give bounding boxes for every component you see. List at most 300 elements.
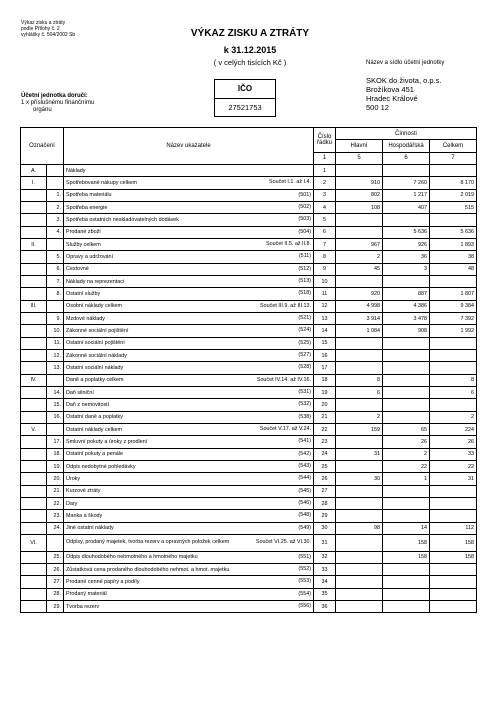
cell-celkem: 515: [430, 201, 477, 213]
cell-hlavni: 98: [336, 522, 383, 534]
row-account-code: (546): [298, 499, 311, 506]
cell-celkem: 5 636: [430, 226, 477, 238]
table-row: [21, 164, 477, 176]
row-account-code: (541): [298, 438, 311, 445]
cell-hlavni: [336, 534, 383, 551]
ico-label: IČO: [215, 80, 275, 99]
table-row: [21, 189, 477, 201]
cell-cislo-radku: 33: [314, 564, 336, 576]
ico-value: 27521753: [228, 103, 262, 112]
cell-nazev: [64, 473, 314, 485]
cell-hlavni: 2: [336, 411, 383, 423]
cell-cislo-radku: 20: [314, 399, 336, 411]
cell-suboznaceni: 3.: [47, 214, 64, 226]
cell-celkem: [430, 214, 477, 226]
cell-oznaceni: [21, 411, 47, 423]
row-account-code: (551): [298, 553, 311, 560]
row-sum-formula: Součet VI.25. až VI.30.: [255, 538, 311, 545]
cell-celkem: 158: [430, 551, 477, 563]
cell-celkem: 33: [430, 448, 477, 460]
cell-suboznaceni: 18.: [47, 448, 64, 460]
cell-nazev: [64, 214, 314, 226]
row-label: Spotřeba energie: [66, 204, 108, 211]
cell-suboznaceni: 27.: [47, 576, 64, 588]
cell-cislo-radku: 15: [314, 337, 336, 349]
cell-nazev: [64, 251, 314, 263]
cell-oznaceni: [21, 226, 47, 238]
cell-hlavni: [336, 485, 383, 497]
form-reference: [21, 20, 75, 38]
cell-celkem: 8 170: [430, 177, 477, 189]
table-row: [21, 588, 477, 600]
cell-nazev: [64, 164, 314, 176]
cell-suboznaceni: 19.: [47, 460, 64, 472]
cell-nazev: [64, 362, 314, 374]
cell-cislo-radku: 18: [314, 374, 336, 386]
cell-hlavni: 159: [336, 423, 383, 435]
cell-celkem: 7 392: [430, 312, 477, 324]
cell-oznaceni: V.: [21, 423, 47, 435]
table-row: [21, 497, 477, 509]
cell-hospodarska: 158: [383, 534, 430, 551]
row-label: Osobní náklady celkem: [66, 303, 123, 310]
row-sum-formula: Součet V.17. až V.24.: [259, 425, 311, 432]
table-row: [21, 275, 477, 287]
cell-nazev: [64, 325, 314, 337]
header-col-num: 5: [336, 152, 383, 164]
cell-nazev: [64, 436, 314, 448]
row-label: Jiné ostatní náklady: [66, 525, 114, 532]
row-account-code: (512): [298, 265, 311, 272]
cell-hospodarska: [383, 399, 430, 411]
cell-hospodarska: 65: [383, 423, 430, 435]
cell-cislo-radku: 11: [314, 288, 336, 300]
cell-celkem: 2 019: [430, 189, 477, 201]
cell-nazev: [64, 522, 314, 534]
cell-hlavni: 1 084: [336, 325, 383, 337]
cell-cislo-radku: 3: [314, 189, 336, 201]
cell-suboznaceni: 16.: [47, 411, 64, 423]
document-title: VÝKAZ ZISKU A ZTRÁTY: [190, 28, 310, 39]
row-sum-formula: Součet I.1. až I.4.: [269, 179, 311, 186]
cell-celkem: 1 992: [430, 325, 477, 337]
cell-suboznaceni: 12.: [47, 349, 64, 361]
row-account-code: (525): [298, 339, 311, 346]
row-label: Prodané zboží: [66, 229, 101, 236]
cell-suboznaceni: 7.: [47, 275, 64, 287]
cell-cislo-radku: 10: [314, 275, 336, 287]
cell-cislo-radku: 14: [314, 325, 336, 337]
row-account-code: (538): [298, 413, 311, 420]
cell-celkem: [430, 399, 477, 411]
row-label: Ostatní sociální náklady: [66, 364, 124, 371]
row-label: Úroky: [66, 475, 81, 482]
row-label: Zákonné sociální náklady: [66, 352, 127, 359]
table-row: [21, 423, 477, 435]
row-account-code: (552): [298, 566, 311, 573]
table-row: [21, 386, 477, 398]
cell-suboznaceni: 24.: [47, 522, 64, 534]
cell-cislo-radku: 28: [314, 497, 336, 509]
row-label: Daně a poplatky celkem: [66, 377, 124, 384]
cell-celkem: [430, 275, 477, 287]
cell-celkem: [430, 362, 477, 374]
entity-zip: 500 12: [366, 103, 389, 112]
cell-hlavni: [336, 588, 383, 600]
cell-hospodarska: 1: [383, 473, 430, 485]
row-account-code: (528): [298, 364, 311, 371]
cell-hospodarska: 3: [383, 263, 430, 275]
cell-nazev: [64, 275, 314, 287]
cell-nazev: [64, 601, 314, 613]
table-row: [21, 238, 477, 250]
cell-suboznaceni: [47, 534, 64, 551]
cell-hlavni: 31: [336, 448, 383, 460]
cell-hospodarska: 926: [383, 238, 430, 250]
cell-oznaceni: [21, 189, 47, 201]
cell-cislo-radku: 26: [314, 473, 336, 485]
cell-hospodarska: [383, 497, 430, 509]
row-label: Zákonné sociální pojištění: [66, 327, 129, 334]
form-reference-line: podle Přílohy č. 2: [21, 26, 60, 32]
row-account-code: (549): [298, 524, 311, 531]
cell-cislo-radku: 31: [314, 534, 336, 551]
cell-suboznaceni: [47, 300, 64, 312]
table-row: [21, 460, 477, 472]
cell-hospodarska: 14: [383, 522, 430, 534]
table-row: [21, 300, 477, 312]
cell-oznaceni: [21, 214, 47, 226]
cell-cislo-radku: 23: [314, 436, 336, 448]
cell-celkem: [430, 497, 477, 509]
cell-suboznaceni: [47, 177, 64, 189]
cell-suboznaceni: 5.: [47, 251, 64, 263]
cell-cislo-radku: 27: [314, 485, 336, 497]
cell-oznaceni: [21, 312, 47, 324]
table-row: [21, 522, 477, 534]
cell-nazev: [64, 386, 314, 398]
cell-nazev: [64, 226, 314, 238]
cell-nazev: [64, 399, 314, 411]
cell-hlavni: [336, 349, 383, 361]
table-row: [21, 362, 477, 374]
table-row: [21, 473, 477, 485]
row-account-code: (502): [298, 203, 311, 210]
cell-oznaceni: [21, 522, 47, 534]
cell-hlavni: [336, 601, 383, 613]
cell-cislo-radku: 35: [314, 588, 336, 600]
cell-hospodarska: 5 636: [383, 226, 430, 238]
cell-oznaceni: II.: [21, 238, 47, 250]
cell-celkem: [430, 510, 477, 522]
cell-suboznaceni: [47, 238, 64, 250]
cell-hospodarska: [383, 485, 430, 497]
cell-oznaceni: [21, 201, 47, 213]
cell-hlavni: [336, 564, 383, 576]
cell-cislo-radku: 30: [314, 522, 336, 534]
cell-hlavni: 920: [336, 288, 383, 300]
cell-nazev: [64, 534, 314, 551]
cell-nazev: [64, 312, 314, 324]
row-label: Dary: [66, 500, 78, 507]
header-cinnosti: Činnosti: [336, 128, 477, 140]
row-account-code: (556): [298, 603, 311, 610]
cell-oznaceni: [21, 349, 47, 361]
cell-oznaceni: [21, 551, 47, 563]
row-label: Náklady na reprezentaci: [66, 278, 125, 285]
cell-suboznaceni: 15.: [47, 399, 64, 411]
cell-hlavni: 3 914: [336, 312, 383, 324]
table-row: [21, 564, 477, 576]
cell-cislo-radku: 34: [314, 576, 336, 588]
cell-hospodarska: [383, 362, 430, 374]
cell-nazev: [64, 337, 314, 349]
row-label: Ostatní náklady celkem: [66, 426, 123, 433]
delivery-title: Účetní jednotka doručí:: [21, 93, 88, 99]
cell-celkem: [430, 588, 477, 600]
row-label: Náklady: [66, 167, 86, 174]
cell-suboznaceni: 22.: [47, 497, 64, 509]
cell-oznaceni: [21, 288, 47, 300]
cell-cislo-radku: 1: [314, 164, 336, 176]
entity-address: [366, 76, 441, 112]
entity-label: Název a sídlo účetní jednotky: [366, 60, 445, 66]
cell-nazev: [64, 189, 314, 201]
cell-suboznaceni: [47, 374, 64, 386]
cell-hlavni: 910: [336, 177, 383, 189]
cell-hlavni: 2: [336, 251, 383, 263]
cell-cislo-radku: 6: [314, 226, 336, 238]
row-label: Opravy a udržování: [66, 253, 114, 260]
cell-celkem: 31: [430, 473, 477, 485]
cell-hospodarska: 887: [383, 288, 430, 300]
units-note: ( v celých tisících Kč ): [213, 58, 287, 67]
table-row: [21, 325, 477, 337]
cell-cislo-radku: 32: [314, 551, 336, 563]
cell-oznaceni: VI.: [21, 534, 47, 551]
cell-hospodarska: 4 386: [383, 300, 430, 312]
cell-suboznaceni: 14.: [47, 386, 64, 398]
cell-cislo-radku: 25: [314, 460, 336, 472]
cell-hospodarska: [383, 510, 430, 522]
row-account-code: (548): [298, 512, 311, 519]
cell-hospodarska: 26: [383, 436, 430, 448]
cell-hospodarska: [383, 386, 430, 398]
cell-cislo-radku: 4: [314, 201, 336, 213]
cell-suboznaceni: 6.: [47, 263, 64, 275]
table-row: [21, 601, 477, 613]
cell-oznaceni: [21, 251, 47, 263]
cell-cislo-radku: 8: [314, 251, 336, 263]
row-account-code: (531): [298, 388, 311, 395]
cell-suboznaceni: 9.: [47, 312, 64, 324]
row-label: Daň z nemovitostí: [66, 401, 110, 408]
cell-nazev: [64, 411, 314, 423]
cell-oznaceni: [21, 448, 47, 460]
row-account-code: (532): [298, 401, 311, 408]
cell-hlavni: [336, 510, 383, 522]
row-account-code: (542): [298, 450, 311, 457]
cell-suboznaceni: 2.: [47, 201, 64, 213]
row-label: Spotřeba ostatních neskladovatelných dodávek: [66, 216, 179, 223]
cell-nazev: [64, 349, 314, 361]
cell-oznaceni: [21, 275, 47, 287]
cell-hospodarska: 36: [383, 251, 430, 263]
table-row: [21, 226, 477, 238]
row-label: Prodané cenné papíry a podíly: [66, 579, 140, 586]
cell-nazev: [64, 576, 314, 588]
cell-celkem: 1 807: [430, 288, 477, 300]
row-sum-formula: Součet IV.14. až IV.16.: [256, 376, 311, 383]
row-account-code: (553): [298, 578, 311, 585]
cell-hlavni: [336, 214, 383, 226]
cell-celkem: 158: [430, 534, 477, 551]
ico-box: [214, 79, 276, 117]
cell-suboznaceni: 8.: [47, 288, 64, 300]
cell-nazev: [64, 460, 314, 472]
cell-nazev: [64, 497, 314, 509]
cell-celkem: 22: [430, 460, 477, 472]
table-body: [21, 164, 477, 612]
cell-cislo-radku: 29: [314, 510, 336, 522]
cell-oznaceni: [21, 588, 47, 600]
table-row: [21, 436, 477, 448]
row-label: Spotřebované nákupy celkem: [66, 179, 138, 186]
cell-hlavni: [336, 337, 383, 349]
cell-suboznaceni: 11.: [47, 337, 64, 349]
cell-hospodarska: 22: [383, 460, 430, 472]
cell-celkem: 112: [430, 522, 477, 534]
row-label: Kurzové ztráty: [66, 488, 101, 495]
cell-celkem: 6: [430, 386, 477, 398]
row-account-code: (501): [298, 191, 311, 198]
cell-hospodarska: [383, 411, 430, 423]
cell-nazev: [64, 551, 314, 563]
header-col-num: 7: [430, 152, 477, 164]
cell-hlavni: 4 998: [336, 300, 383, 312]
table-row: [21, 374, 477, 386]
delivery-line: 1 x příslušnému finančnímu: [21, 100, 95, 106]
cell-oznaceni: A.: [21, 164, 47, 176]
row-label: Mzdové náklady: [66, 315, 105, 322]
table-row: [21, 411, 477, 423]
cell-celkem: 1 893: [430, 238, 477, 250]
cell-hlavni: [336, 551, 383, 563]
cell-suboznaceni: 4.: [47, 226, 64, 238]
cell-oznaceni: [21, 473, 47, 485]
row-account-code: (524): [298, 327, 311, 334]
cell-celkem: 48: [430, 263, 477, 275]
entity-name: SKOK do života, o.p.s.: [366, 76, 442, 85]
cell-nazev: [64, 423, 314, 435]
entity-city: Hradec Králové: [366, 94, 418, 103]
cell-nazev: [64, 448, 314, 460]
row-account-code: (543): [298, 462, 311, 469]
cell-hlavni: [336, 576, 383, 588]
cell-hospodarska: 908: [383, 325, 430, 337]
row-account-code: (518): [298, 290, 311, 297]
table-row: [21, 448, 477, 460]
table-row: [21, 399, 477, 411]
table-row: [21, 576, 477, 588]
cell-suboznaceni: 29.: [47, 601, 64, 613]
cell-oznaceni: [21, 436, 47, 448]
cell-hospodarska: [383, 214, 430, 226]
cell-hlavni: 802: [336, 189, 383, 201]
cell-celkem: [430, 337, 477, 349]
cell-nazev: [64, 485, 314, 497]
cell-hospodarska: 158: [383, 551, 430, 563]
header-hlavni: Hlavní: [336, 140, 383, 152]
cell-suboznaceni: 1.: [47, 189, 64, 201]
row-label: Ostatní sociální pojištění: [66, 340, 125, 347]
cell-celkem: 26: [430, 436, 477, 448]
cell-oznaceni: I.: [21, 177, 47, 189]
cell-oznaceni: [21, 460, 47, 472]
cell-oznaceni: [21, 601, 47, 613]
table-row: [21, 510, 477, 522]
cell-oznaceni: III.: [21, 300, 47, 312]
cell-cislo-radku: 17: [314, 362, 336, 374]
cell-suboznaceni: 13.: [47, 362, 64, 374]
cell-hlavni: 8: [336, 374, 383, 386]
cell-cislo-radku: 19: [314, 386, 336, 398]
cell-hospodarska: 2: [383, 448, 430, 460]
cell-suboznaceni: 21.: [47, 485, 64, 497]
delivery-line: orgánu: [33, 107, 52, 113]
row-label: Služby celkem: [66, 241, 101, 248]
cell-suboznaceni: 25.: [47, 551, 64, 563]
cell-cislo-radku: 13: [314, 312, 336, 324]
cell-oznaceni: [21, 325, 47, 337]
cell-hlavni: [336, 362, 383, 374]
cell-suboznaceni: 28.: [47, 588, 64, 600]
cell-nazev: [64, 201, 314, 213]
cell-cislo-radku: 24: [314, 448, 336, 460]
row-label: Tvorba rezerv: [66, 603, 100, 610]
cell-cislo-radku: 5: [314, 214, 336, 226]
cell-cislo-radku: 22: [314, 423, 336, 435]
cell-celkem: [430, 164, 477, 176]
cell-cislo-radku: 12: [314, 300, 336, 312]
table-row: [21, 251, 477, 263]
document-date: k 31.12.2015: [223, 45, 277, 55]
cell-cislo-radku: 9: [314, 263, 336, 275]
cell-suboznaceni: 26.: [47, 564, 64, 576]
form-reference-line: vyhlášky č. 504/2002 Sb: [21, 32, 76, 38]
cell-cislo-radku: 7: [314, 238, 336, 250]
cell-hospodarska: [383, 337, 430, 349]
table-row: [21, 288, 477, 300]
form-reference-line: Výkaz zisku a ztráty: [21, 20, 66, 26]
entity-street: Brožíkova 451: [366, 85, 414, 94]
cell-oznaceni: [21, 337, 47, 349]
row-account-code: (544): [298, 475, 311, 482]
row-label: Cestovné: [66, 266, 89, 273]
cell-hlavni: 45: [336, 263, 383, 275]
delivery-note: [21, 93, 94, 114]
cell-hlavni: [336, 226, 383, 238]
cell-oznaceni: [21, 485, 47, 497]
header-col-num: 6: [383, 152, 430, 164]
header-cislo-line: řádku: [316, 139, 332, 146]
cell-hlavni: [336, 164, 383, 176]
table-row: [21, 551, 477, 563]
header-hospodarska: Hospodářská: [383, 140, 430, 152]
cell-suboznaceni: 20.: [47, 473, 64, 485]
row-account-code: (554): [298, 590, 311, 597]
cell-celkem: 8: [430, 374, 477, 386]
